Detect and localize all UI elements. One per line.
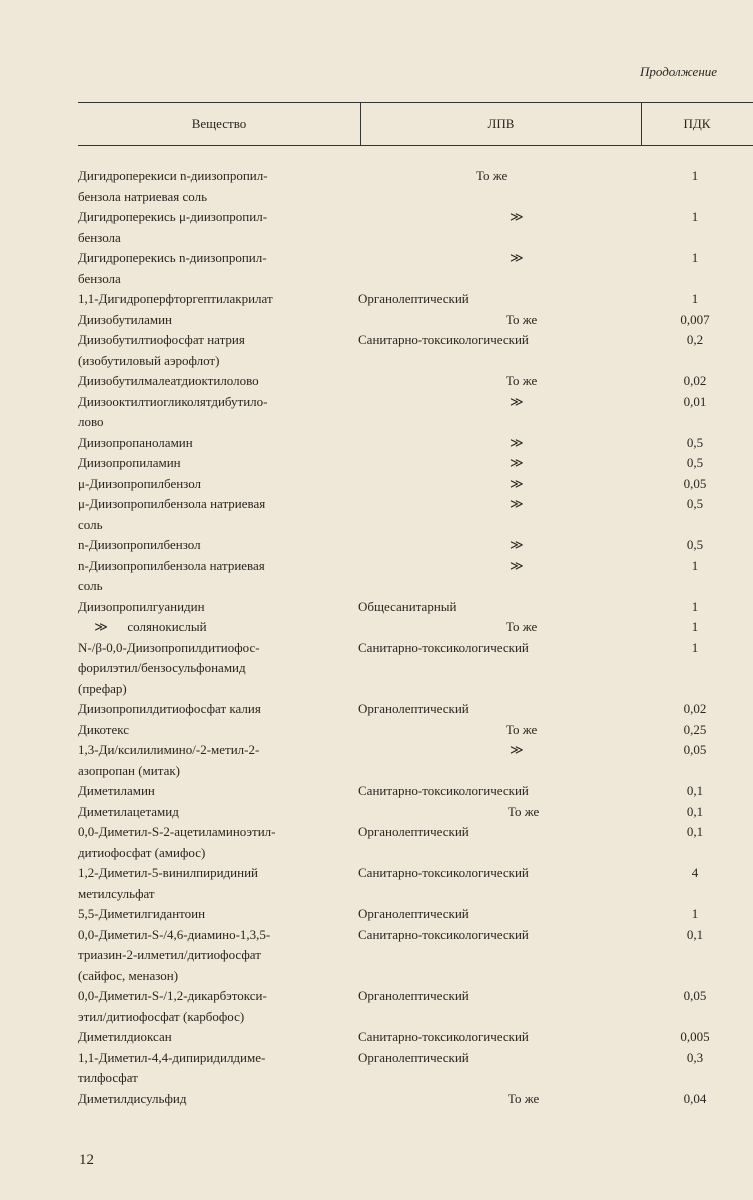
table-row [78,699,753,720]
table-row [78,638,753,700]
pdk-value: 0,005 [680,1029,710,1044]
lpv-value: ≫ [510,475,524,491]
table-row [78,802,753,823]
substance-line: 1,2-Диметил-5-винилпиридиний [78,865,258,880]
table-row [78,494,753,535]
substance-line: Диизобутиламин [78,311,172,327]
lpv-value: То же [506,721,538,737]
table-row [78,1027,753,1048]
pdk-value: 0,25 [683,721,707,737]
table-row [78,453,753,474]
substance-line: лово [78,414,104,429]
substance-name [78,494,353,535]
substance-line: 5,5-Диметилгидантоин [78,906,206,921]
pdk-value: 0,007 [680,311,710,327]
substance-line: форилэтил/бензосульфонамид [78,660,246,675]
table-header [78,102,753,146]
header-pdk: ПДК [683,116,711,131]
table-row [78,289,753,310]
table-row [78,371,753,392]
substance-line: Дигидроперекиси n-диизопропил- [78,168,268,183]
substance-line: Диметилацетамид [78,803,179,819]
table-row [78,720,753,741]
substance-line: Диметилдисульфид [78,1090,187,1106]
pdk-value: 0,05 [683,475,707,491]
substance-name [78,289,353,310]
lpv-value: Санитарно-токсикологический [358,1029,529,1044]
lpv-value: ≫ [510,434,524,450]
table-row [78,904,753,925]
pdk-value: 0,05 [683,988,707,1003]
substance-line: 1,1-Дигидроперфторгептилакрилат [78,291,273,306]
substance-line: дитиофосфат (амифос) [78,844,206,860]
pdk-value: 0,01 [683,393,707,409]
substance-name [78,781,353,802]
substance-line: метилсульфат [78,885,155,901]
table-row [78,740,753,781]
substance-line: Диизооктилтиогликолятдибутило- [78,393,268,409]
substance-name [78,474,353,495]
lpv-value: ≫ [510,557,524,573]
substance-line: ≫ солянокислый [78,619,207,634]
table-row [78,248,753,289]
substance-line: Дикотекс [78,721,130,737]
lpv-value: Органолептический [358,906,469,921]
substance-name [78,248,353,289]
lpv-value: То же [508,803,540,819]
substance-name [78,822,353,863]
table-row [78,166,753,207]
substance-line: Дигидроперекись n-диизопропил- [78,250,267,265]
substance-line: 1,3-Ди/ксилилимино/-2-метил-2- [78,742,260,757]
substance-line: Диизопропиламин [78,455,181,470]
pdk-value: 0,02 [683,373,707,388]
substance-name [78,310,353,331]
lpv-value: Органолептический [358,701,469,716]
substance-line: бензола натриевая соль [78,188,208,204]
lpv-value: То же [508,1090,540,1106]
substance-name [78,556,353,597]
table-row [78,310,753,331]
lpv-value: Санитарно-токсикологический [358,865,529,880]
lpv-value: Санитарно-токсикологический [358,783,529,798]
substance-line: Диизопропилгуанидин [78,598,205,614]
table-row [78,207,753,248]
pdk-value: 0,04 [683,1090,707,1106]
substance-name [78,802,353,823]
pdk-value: 1 [691,906,699,921]
substance-line: тилфосфат [78,1070,138,1085]
table-row [78,535,753,556]
table-body [78,166,753,1109]
substance-name [78,597,353,618]
table-row [78,781,753,802]
pdk-value: 0,5 [686,496,704,511]
header-lpv: ЛПВ [360,103,642,145]
substance-line: соль [78,578,103,593]
lpv-value: То же [476,168,508,183]
substance-line: Диизопропаноламин [78,434,193,450]
substance-name [78,207,353,248]
pdk-value: 1 [691,639,699,655]
pdk-value: 0,1 [686,824,704,839]
lpv-value: То же [506,619,538,634]
substance-name [78,925,353,987]
substance-line: Диизобутилмалеатдиоктилолово [78,373,259,388]
pdk-value: 0,3 [686,1049,704,1065]
table-row [78,433,753,454]
table-row [78,392,753,433]
lpv-value: Санитарно-токсикологический [358,332,529,347]
substance-line: μ-Диизопропилбензола натриевая [78,496,266,511]
table-row [78,556,753,597]
substance-name [78,986,353,1027]
substance-line: соль [78,516,103,532]
table-row [78,330,753,371]
lpv-value: ≫ [510,742,524,757]
lpv-value: ≫ [510,393,524,409]
substance-line: Диизопропилдитиофосфат калия [78,701,261,716]
lpv-value: Органолептический [358,824,469,839]
substance-line: (префар) [78,680,127,696]
substance-line: бензола [78,229,121,245]
substance-name [78,1027,353,1048]
substance-line: 1,1-Диметил-4,4-дипиридилдиме- [78,1049,266,1065]
pdk-value: 0,1 [686,783,704,798]
substance-line: триазин-2-илметил/дитиофосфат [78,947,261,962]
lpv-value: То же [506,373,538,388]
substance-name [78,433,353,454]
substance-line: n-Диизопропилбензол [78,537,201,552]
substance-line: (изобутиловый аэрофлот) [78,352,220,368]
substance-name [78,720,353,741]
pdk-value: 0,1 [686,926,704,942]
table-row [78,986,753,1027]
substance-name [78,392,353,433]
lpv-value: Санитарно-токсикологический [358,926,529,942]
pdk-value: 0,1 [686,803,704,819]
substance-name [78,535,353,556]
pdk-value: 0,2 [686,332,704,347]
lpv-value: Санитарно-токсикологический [358,639,529,655]
table-row [78,822,753,863]
pdk-value: 1 [691,209,699,224]
substance-name [78,166,353,207]
substance-line: μ-Диизопропилбензол [78,475,202,491]
substance-name [78,699,353,720]
pdk-value: 1 [691,291,699,306]
table-row [78,925,753,987]
lpv-value: Общесанитарный [358,598,457,614]
substance-line: Диизобутилтиофосфат натрия [78,332,245,347]
page-number: 12 [79,1152,94,1168]
pdk-value: 1 [691,168,699,183]
substance-name [78,371,353,392]
substance-name [78,904,353,925]
table-row [78,863,753,904]
table-row [78,617,753,638]
pdk-value: 1 [691,598,699,614]
lpv-value: Органолептический [358,1049,469,1065]
pdk-value: 4 [691,865,699,880]
table-row [78,1048,753,1089]
substance-line: 0,0-Диметил-S-/1,2-дикарбэтокси- [78,988,267,1003]
substance-name [78,1048,353,1089]
pdk-value: 0,5 [686,434,704,450]
substance-line: азопропан (митак) [78,762,180,778]
substance-line: 0,0-Диметил-S-/4,6-диамино-1,3,5- [78,926,271,942]
table-row [78,474,753,495]
pdk-value: 0,05 [683,742,707,757]
lpv-value: ≫ [510,209,524,224]
lpv-value: ≫ [510,496,524,511]
substance-name [78,453,353,474]
pdk-value: 1 [691,250,699,265]
substance-name [78,330,353,371]
continuation-label: Продолжение [640,64,718,79]
substance-line: бензола [78,270,121,286]
lpv-value: То же [506,311,538,327]
substance-line: 0,0-Диметил-S-2-ацетиламиноэтил- [78,824,276,839]
table-row [78,597,753,618]
header-substance: Вещество [191,116,247,131]
lpv-value: Органолептический [358,291,469,306]
substance-name [78,740,353,781]
substance-line: Диметиламин [78,783,155,798]
substance-line: n-Диизопропилбензола натриевая [78,557,265,573]
substance-line: Дигидроперекись μ-диизопропил- [78,209,268,224]
lpv-value: ≫ [510,250,524,265]
pdk-value: 0,5 [686,537,704,552]
substance-line: этил/дитиофосфат (карбофос) [78,1008,245,1024]
substance-line: (сайфос, меназон) [78,967,179,983]
substance-name [78,638,353,700]
substance-name [78,863,353,904]
substance-name [78,1089,353,1110]
pdk-value: 0,5 [686,455,704,470]
lpv-value: ≫ [510,537,524,552]
pdk-value: 1 [691,619,699,634]
lpv-value: Органолептический [358,988,469,1003]
substance-line: N-/β-0,0-Диизопропилдитиофос- [78,639,260,655]
substance-line: Диметилдиоксан [78,1029,172,1044]
pdk-value: 0,02 [683,701,707,716]
lpv-value: ≫ [510,455,524,470]
table-row [78,1089,753,1110]
pdk-value: 1 [691,557,699,573]
substance-name [78,617,353,638]
